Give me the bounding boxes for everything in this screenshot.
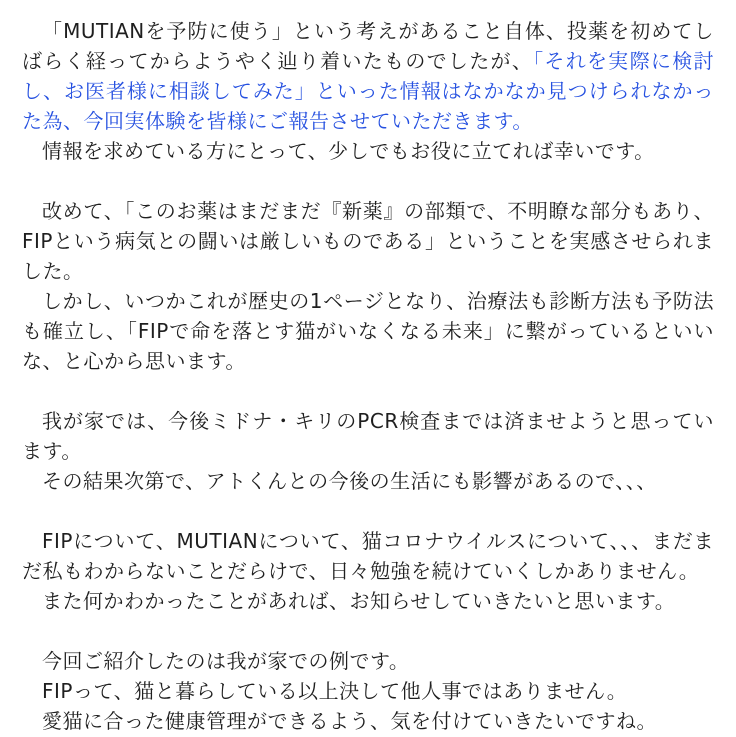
paragraph — [22, 136, 714, 166]
body-text: 情報を求めている方にとって、少しでもお役に立てれば幸いです。 — [42, 139, 655, 163]
body-text: 我が家では、今後ミドナ・キリのPCR検査までは済ませようと思っています。 — [22, 409, 714, 463]
paragraph — [22, 466, 714, 496]
highlighted-text: 「それを実際に検討し、お医者様に相談してみた」といった情報はなかなか見つけられなかった為、今回実体験を皆様にご報告させていただきます。 — [22, 49, 714, 133]
article-body — [22, 16, 714, 736]
body-text: 今回ご紹介したのは我が家での例です。 — [42, 649, 410, 673]
body-text: 改めて、「このお薬はまだまだ『新薬』の部類で、不明瞭な部分もあり、FIPという病気との闘いは厳しいものである」ということを実感させられました。 — [22, 199, 714, 283]
body-text: また何かわかったことがあれば、お知らせしていきたいと思います。 — [42, 589, 676, 613]
paragraph — [22, 286, 714, 376]
paragraph — [22, 16, 714, 136]
paragraph — [22, 676, 714, 706]
body-text: 「MUTIANを予防に使う」という考えがあること自体、投薬を初めてしばらく経ってからようやく辿り着いたものでしたが、 — [22, 19, 714, 73]
body-text: 愛猫に合った健康管理ができるよう、気を付けていきたいですね。 — [42, 709, 657, 733]
paragraph — [22, 706, 714, 736]
body-text: その結果次第で、アトくんとの今後の生活にも影響があるので、、、 — [42, 469, 657, 493]
paragraph — [22, 586, 714, 616]
paragraph — [22, 646, 714, 676]
paragraph — [22, 196, 714, 286]
body-text: FIPって、猫と暮らしている以上決して他人事ではありません。 — [42, 679, 628, 703]
paragraph — [22, 526, 714, 586]
body-text: FIPについて、MUTIANについて、猫コロナウイルスについて、、、まだまだ私もわからないことだらけで、日々勉強を続けていくしかありません。 — [22, 529, 714, 583]
body-text: しかし、いつかこれが歴史の1ページとなり、治療法も診断方法も予防法も確立し、「FIPで命を落とす猫がいなくなる未来」に繋がっているといいな、と心から思います。 — [22, 289, 714, 373]
paragraph — [22, 406, 714, 466]
